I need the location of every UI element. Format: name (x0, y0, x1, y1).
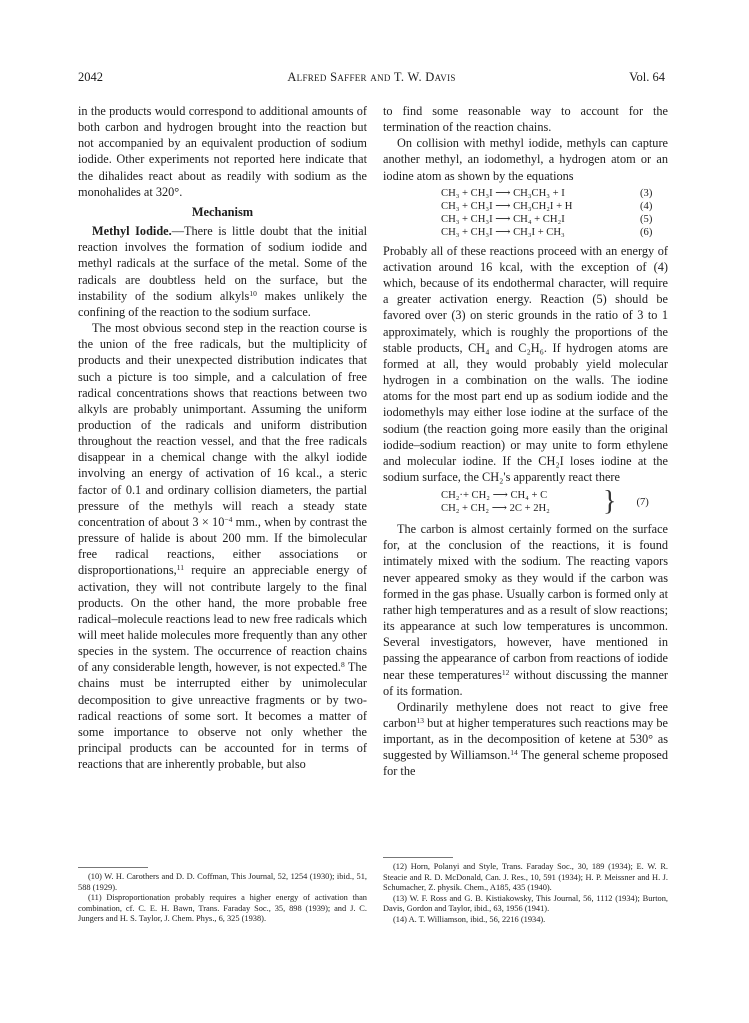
page-number: 2042 (78, 70, 103, 84)
footnote: (14) A. T. Williamson, ibid., 56, 2216 (1934). (393, 914, 546, 924)
paragraph: in the products would correspond to additional amounts of both carbon and hydrogen brought into the reaction but not accompanied by an equivalent production of sodium iodide. Other experiments not reported here indicate that the dihalides react about as readily with sodium as the monohalides at 320°. (78, 104, 367, 199)
equation-7 (383, 486, 668, 518)
equation-block (383, 187, 668, 239)
reference-marker: 10 (249, 288, 257, 298)
equation-lines (383, 489, 601, 515)
reference-marker: 11 (176, 563, 184, 573)
footnote-rule (383, 857, 453, 858)
right-brace: } (603, 486, 617, 518)
running-title: Alfred Saffer and T. W. Davis (287, 70, 456, 84)
footnote-rule (78, 867, 148, 868)
right-column (383, 103, 668, 780)
paragraph: The carbon is almost certainly formed on the surface for, at the conclusion of the reactions, it is found intimately mixed with the sodium. The reacting vapors never appeared smoky as they would if the carbon was formed in the gas phase. Usually carbon is formed only at rather high temperatures and as a result of slow reactions; its appearance at such low temperatures is uncommon. Several investigators, however, have mentioned in passing the appearance of carbon from reactions of iodide near these temperatures$^{12}$ without discussing the manner of its formation. (383, 522, 669, 698)
equation: CH₃ + CH₃I ⟶ CH₃CH₂I + H (4) (383, 200, 668, 213)
equation-number: (5) (640, 213, 653, 225)
paragraph: The most obvious second step in the reaction course is the union of the free radicals, but the multiplicity of products and their unexpected distribution indicates that such a picture is too simple, and a calculation of free radical concentrations shows that reactions between two alkyls are probably unimportant. Assuming the uniform production of the radicals and uniform distribution throughout the reaction vessel, and that the free radicals disappear in a chemical change with the alkyl iodide involving an energy of activation of 16 kcal., a steric factor of 0.1 and ordinary collision diameters, the partial pressure of the methyls will reach a steady state concentration of about $3 \times 10^{-4}$ mm., when by contrast the pressure of halide is about 200 mm. If the bimolecular free radical reactions, either associations or disproportionations,$^{11}$ require an appreciable energy of activation, they will not contribute largely to the final products. On the other hand, the more probable free radical–molecule reactions lead to new free radicals which will meet halide molecules more frequently than any other species in the system. The occurrence of reaction chains of any considerable length, however, is not expected.$^8$ The chains must be interrupted either by unimolecular decomposition to give unreactive fragments or by two-radical reactions of some sort. It becomes a matter of some importance to observe not only whether the principal products can be accounted for in terms of reactions that are inherently probable, but also (78, 321, 367, 772)
equation-line: CH₂·+ CH₂ ⟶ CH₄ + C (441, 490, 548, 502)
reference-marker: 12 (501, 667, 510, 677)
footnote: (11) Disproportionation probably requires a higher energy of activation than combination, cf. C. E. H. Bawn, Trans. Faraday Soc., 35, 898 (1939); and J. C. Jungers and H. S. Taylor, J. Chem. Phys., 6, 325 (1938). (78, 893, 367, 923)
equation: CH₃ + CH₃I ⟶ CH₃CH₃ + I (3) (383, 187, 668, 200)
reference-marker: 13 (416, 716, 424, 725)
paragraph: Probably all of these reactions proceed with an energy of activation around 16 kcal, with the exception of (4) which, because of its endothermal character, will require a greater activation energy. Reaction (5) should be favored over (3) on steric grounds in the ratio of 3 to 1 approximately, which is roughly the proportions of the stable products, CH₄ and C₂H₆. If hydrogen atoms are formed at all, they would probably yield molecular hydrogen in a combination on the walls. The iodine atoms for the most part end up as sodium iodide and the iodomethyls may either lose iodine at the surface of the sodium (the reaction going more easily than the original iodide–sodium reaction) or may unite to form ethylene and molecular iodine. If the CH₂I loses iodine at the sodium surface, the CH₂'s apparently react there (383, 243, 668, 484)
running-header (78, 70, 665, 86)
paragraph: On collision with methyl iodide, methyls can capture another methyl, an iodomethyl, a hydrogen atom or an iodine atom as shown by the equations (383, 136, 668, 183)
equation: CH₃ + CH₃I ⟶ CH₄ + CH₂I (5) (383, 213, 668, 226)
left-column (78, 103, 367, 772)
paragraph: Ordinarily methylene does not react to give free carbon$^{13}$ but at higher temperatures such reactions may be important, as in the decomposition of ketene at 530° as suggested by Williamson.$^{14}$ The general scheme proposed for the (383, 699, 669, 779)
equation-number: (7) (636, 496, 649, 508)
equation-line: CH₂ + CH₂ ⟶ 2C + 2H₂ (441, 503, 550, 515)
footnote: (10) W. H. Carothers and D. D. Coffman, This Journal, 52, 1254 (1930); ibid., 51, 588 (1929). (78, 872, 367, 892)
paragraph: Methyl Iodide.—There is little doubt that the initial reaction involves the formation of sodium iodide and methyl radicals at the surface of the metal. Some of the radicals are doubtless held on the surface, but the instability of the sodium alkyls$^{10}$ makes unlikely the confining of the reaction to the sodium surface. (78, 224, 367, 319)
footnote: (12) Horn, Polanyi and Style, Trans. Faraday Soc., 30, 189 (1934); E. W. R. Steacie and R. D. McDonald, Can. J. Res., 10, 591 (1934); H. P. Meissner and H. J. Schumacher, Z. physik. Chem., A185, 435 (1940). (383, 862, 668, 892)
section-heading: Mechanism (191, 204, 254, 219)
volume-label: Vol. 64 (629, 70, 665, 84)
footnotes-right (383, 862, 668, 925)
footnotes-left (78, 872, 367, 925)
reference-marker: 8 (340, 660, 345, 670)
equation-number: (4) (640, 200, 653, 212)
reference-marker: 14 (510, 748, 518, 758)
exponent: −4 (224, 514, 233, 524)
paragraph: to find some reasonable way to account for the termination of the reaction chains. (383, 104, 668, 135)
run-in-heading: Methyl Iodide. (92, 224, 172, 239)
footnote: (13) W. F. Ross and G. B. Kistiakowsky, This Journal, 56, 1112 (1934); Burton, Davis, Gordon and Taylor, ibid., 63, 1956 (1941). (383, 893, 668, 913)
equation: CH₃ + CH₃I ⟶ CH₃I + CH₃ (6) (383, 226, 668, 239)
equation-number: (6) (640, 226, 653, 238)
equation-number: (3) (640, 187, 653, 199)
